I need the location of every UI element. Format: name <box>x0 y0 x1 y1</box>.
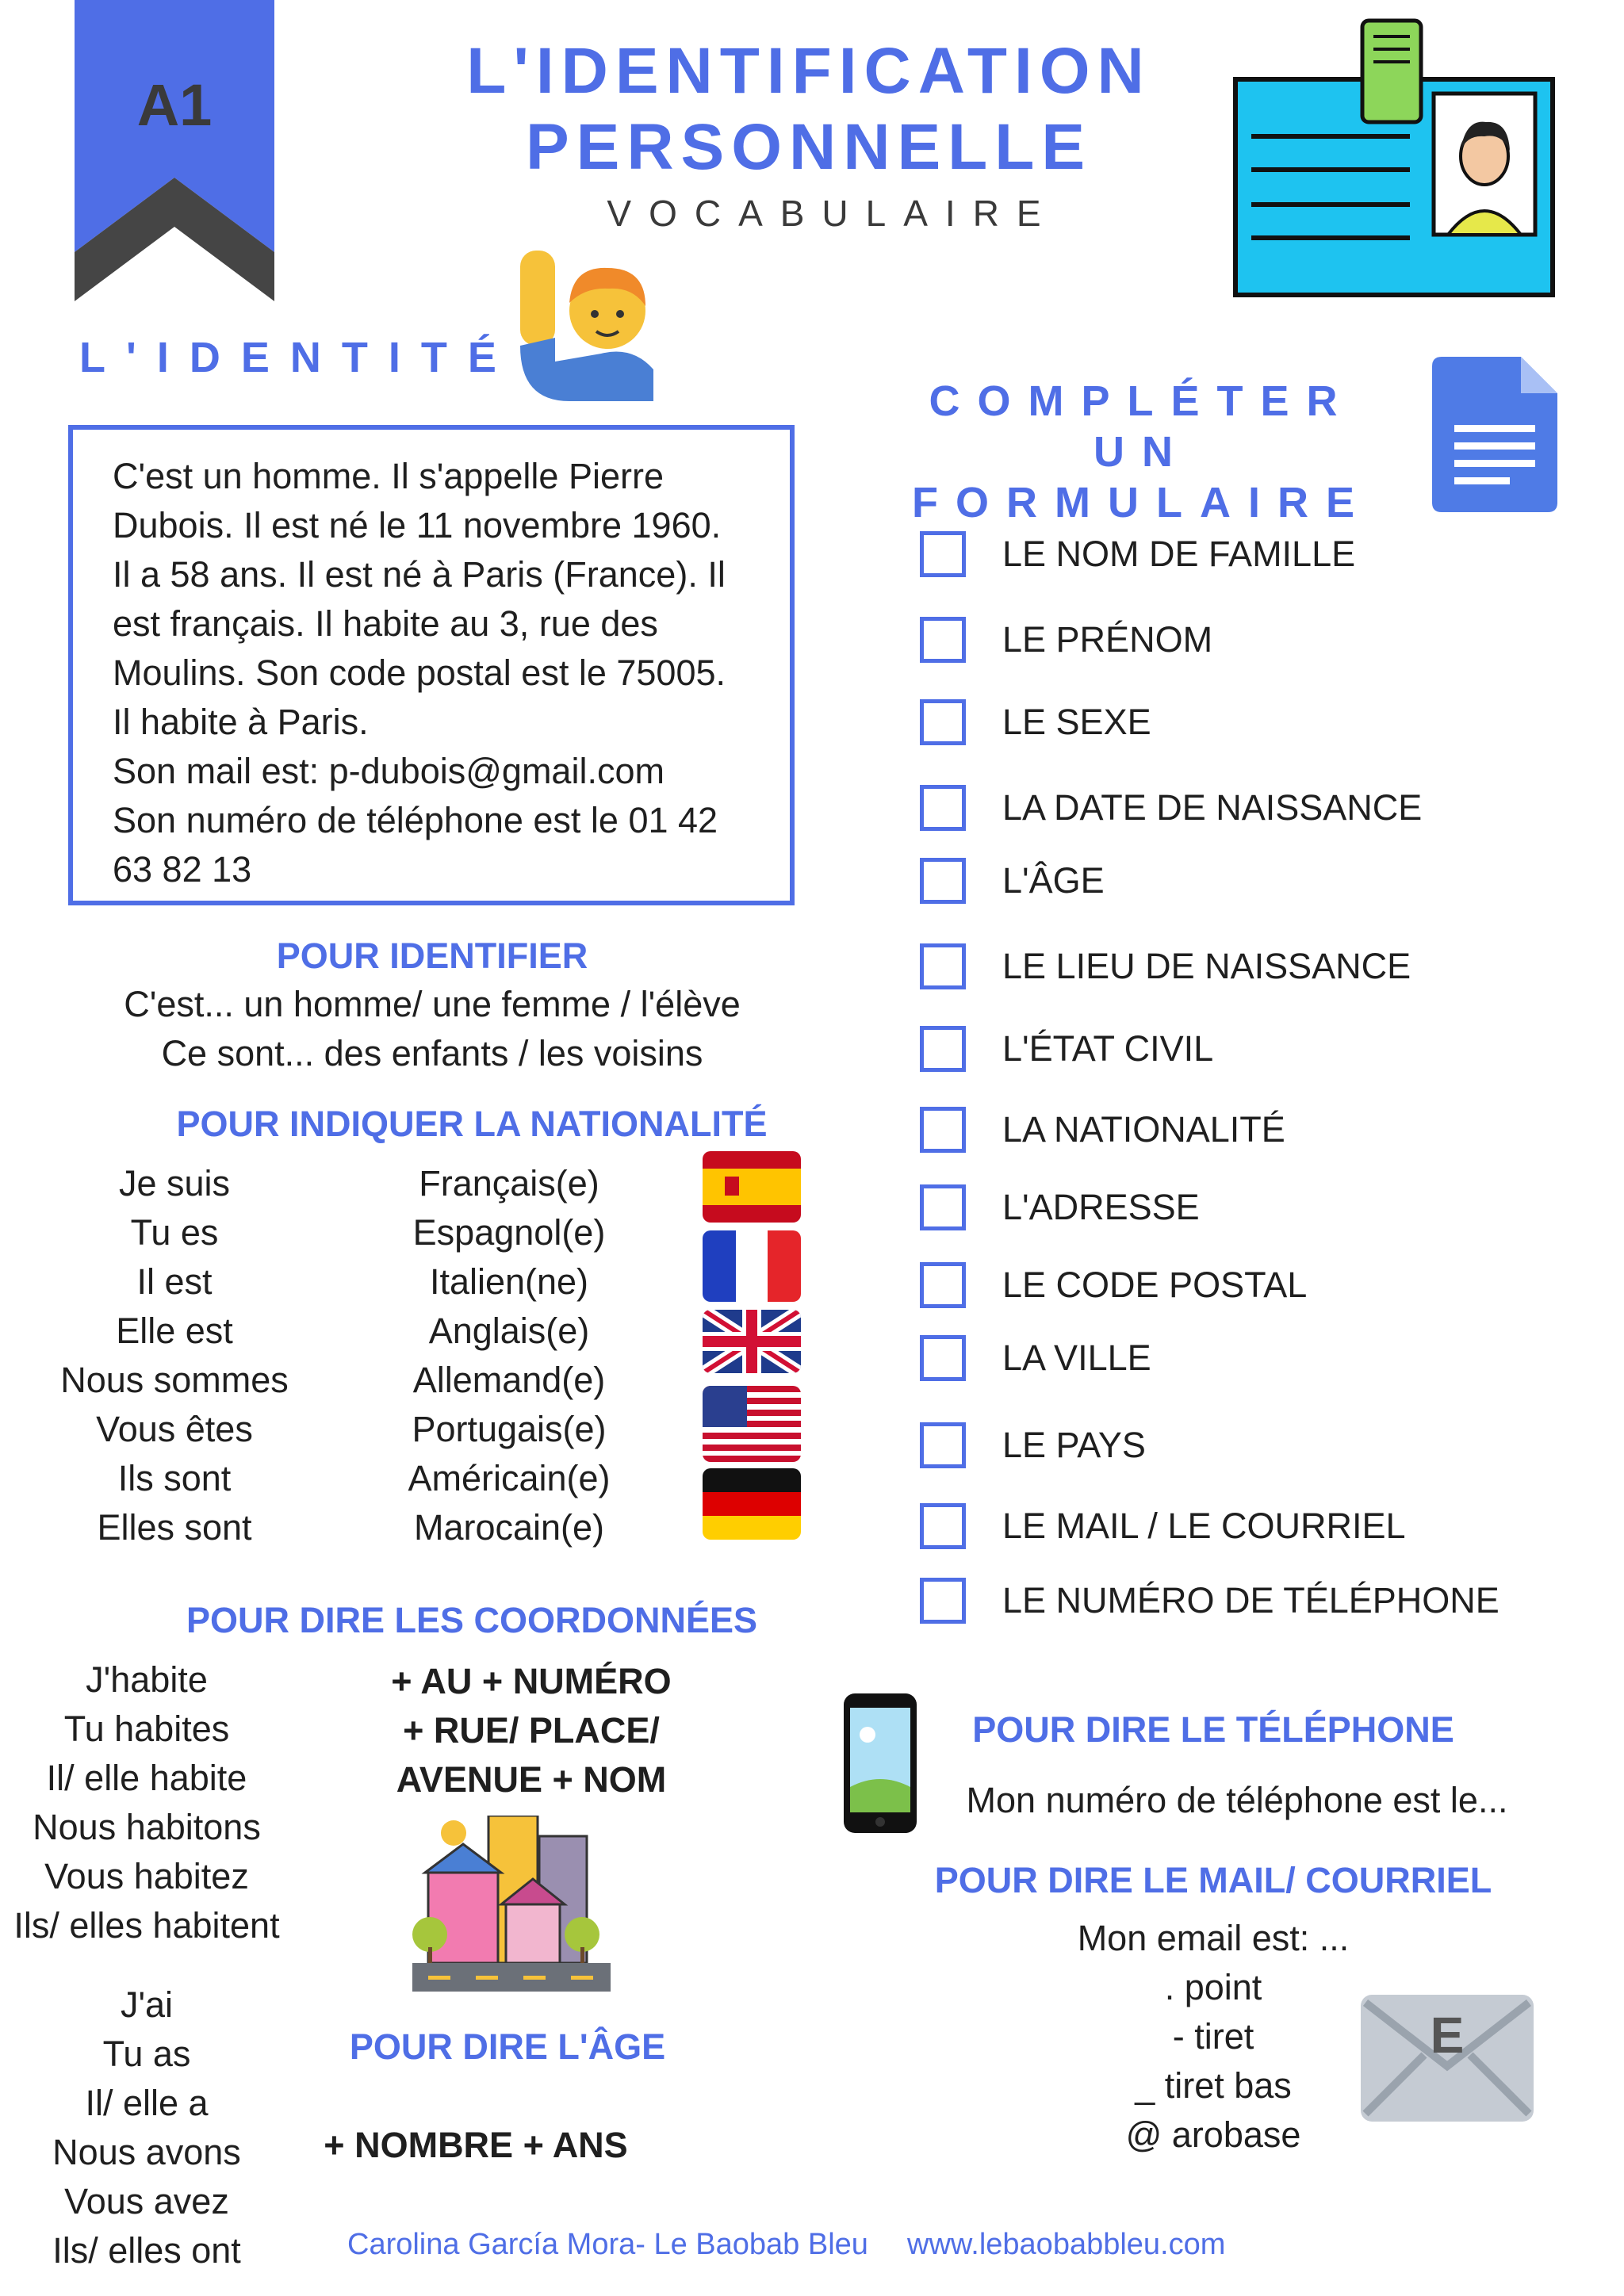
form-item-label: LE SEXE <box>1002 702 1151 742</box>
verb-item: Vous avez <box>64 2181 229 2221</box>
identify-heading: POUR IDENTIFIER <box>276 936 588 976</box>
adjective-item: Portugais(e) <box>412 1409 607 1449</box>
germany-flag-icon <box>703 1468 801 1540</box>
adjective-item: Allemand(e) <box>412 1360 606 1400</box>
page-title <box>412 33 1205 186</box>
level-ribbon <box>75 0 274 301</box>
verb-item: Vous habitez <box>44 1856 249 1896</box>
form-item-label: LA DATE DE NAISSANCE <box>1002 787 1423 828</box>
form-item-label: LE NOM DE FAMILLE <box>1002 534 1356 574</box>
phone-line: Mon numéro de téléphone est le... <box>966 1780 1508 1820</box>
identity-line-8: Son numéro de téléphone est le 01 42 <box>113 800 718 840</box>
spain-flag-icon <box>703 1151 801 1223</box>
verb-item: Nous habitons <box>33 1807 261 1847</box>
email-line: _ tiret bas <box>1135 2065 1292 2106</box>
identity-line-5: Moulins. Son code postal est le 75005. <box>113 652 726 693</box>
subject-item: Tu es <box>130 1212 219 1253</box>
email-heading: POUR DIRE LE MAIL/ COURRIEL <box>934 1860 1492 1900</box>
document-icon <box>1432 357 1557 512</box>
verb-item: Tu as <box>102 2034 191 2074</box>
checkbox[interactable] <box>920 617 966 663</box>
age-heading: POUR DIRE L'ÂGE <box>349 2026 666 2067</box>
identity-line-6: Il habite à Paris. <box>113 702 369 742</box>
identify-line-2: Ce sont... des enfants / les voisins <box>161 1033 703 1073</box>
identity-line-1: C'est un homme. Il s'appelle Pierre <box>113 456 664 496</box>
verb-item: Ils/ elles ont <box>52 2230 241 2271</box>
email-line: - tiret <box>1172 2016 1254 2057</box>
verb-item: Il/ elle habite <box>46 1758 247 1798</box>
email-line: @ arobase <box>1125 2114 1301 2155</box>
identity-line-2: Dubois. Il est né le 11 novembre 1960. <box>113 505 722 545</box>
id-card-icon <box>1228 17 1561 303</box>
city-buildings-icon <box>412 1816 611 1992</box>
form-item-label: LA VILLE <box>1002 1337 1151 1378</box>
adjective-item: Américain(e) <box>408 1458 611 1498</box>
form-heading-line1: COMPLÉTER UN <box>929 377 1355 476</box>
adjective-item: Français(e) <box>419 1163 599 1203</box>
form-item-label: LE NUMÉRO DE TÉLÉPHONE <box>1002 1580 1500 1621</box>
uk-flag-icon <box>703 1310 801 1373</box>
checkbox[interactable] <box>920 699 966 745</box>
coordinates-verbs <box>0 1655 293 1950</box>
phone-heading: POUR DIRE LE TÉLÉPHONE <box>972 1709 1454 1750</box>
subject-item: Ils sont <box>117 1458 232 1498</box>
checkbox[interactable] <box>920 1107 966 1153</box>
adjective-item: Marocain(e) <box>413 1507 605 1548</box>
identity-line-4: est français. Il habite au 3, rue des <box>113 603 658 644</box>
nationality-subjects <box>32 1159 317 1552</box>
verb-item: J'ai <box>120 1984 174 2025</box>
form-item-label: L'ÂGE <box>1002 860 1105 901</box>
identity-line-3: Il a 58 ans. Il est né à Paris (France). Il <box>113 554 726 595</box>
verb-item: Tu habites <box>63 1709 230 1749</box>
page-title-line2: PERSONNELLE <box>525 111 1093 183</box>
checkbox[interactable] <box>920 1026 966 1072</box>
form-item-label: LE PRÉNOM <box>1002 619 1213 660</box>
checkbox[interactable] <box>920 1422 966 1468</box>
level-badge: A1 <box>136 72 213 138</box>
verb-item: Nous avons <box>52 2132 241 2172</box>
verb-item: Il/ elle a <box>85 2083 209 2123</box>
verb-item: Ils/ elles habitent <box>13 1905 280 1946</box>
form-item-label: LE CODE POSTAL <box>1002 1265 1308 1305</box>
checkbox[interactable] <box>920 1262 966 1308</box>
nationality-adjectives <box>366 1159 652 1552</box>
form-item-label: L'ADRESSE <box>1002 1187 1200 1227</box>
france-flag-icon <box>703 1230 801 1302</box>
checkbox[interactable] <box>920 785 966 831</box>
subject-item: Nous sommes <box>60 1360 289 1400</box>
form-item-label: LE MAIL / LE COURRIEL <box>1002 1506 1406 1546</box>
envelope-letter: E <box>1430 2007 1465 2064</box>
checkbox[interactable] <box>920 531 966 577</box>
age-rule: + NOMBRE + ANS <box>324 2125 628 2165</box>
subject-item: Il est <box>136 1261 213 1302</box>
subject-item: Je suis <box>118 1163 231 1203</box>
checkbox[interactable] <box>920 1578 966 1624</box>
page-subtitle: VOCABULAIRE <box>607 193 1059 234</box>
identity-line-7: Son mail est: p-dubois@gmail.com <box>113 751 665 791</box>
subject-item: Elle est <box>116 1311 233 1351</box>
form-item-label: LA NATIONALITÉ <box>1002 1109 1285 1150</box>
raising-hand-icon <box>514 243 653 408</box>
adjective-item: Italien(ne) <box>429 1261 589 1302</box>
checkbox[interactable] <box>920 1335 966 1381</box>
rule-line: + RUE/ PLACE/ <box>403 1710 660 1751</box>
checkbox[interactable] <box>920 1184 966 1230</box>
verb-item: J'habite <box>86 1659 208 1700</box>
form-item-label: L'ÉTAT CIVIL <box>1002 1028 1214 1069</box>
coordinates-rule <box>341 1657 722 1804</box>
nationality-heading: POUR INDIQUER LA NATIONALITÉ <box>176 1104 768 1144</box>
smartphone-icon <box>844 1693 917 1833</box>
form-item-label: LE LIEU DE NAISSANCE <box>1002 946 1411 986</box>
subject-item: Elles sont <box>97 1507 252 1548</box>
rule-line: + AU + NUMÉRO <box>391 1661 672 1701</box>
footer <box>347 2228 1225 2262</box>
identity-heading: L'IDENTITÉ <box>79 334 517 381</box>
form-heading <box>888 376 1396 528</box>
checkbox[interactable] <box>920 1503 966 1549</box>
email-line: . point <box>1164 1967 1262 2007</box>
coordinates-heading: POUR DIRE LES COORDONNÉES <box>186 1600 758 1640</box>
identity-paragraph-box <box>68 425 795 905</box>
adjective-item: Anglais(e) <box>428 1311 590 1351</box>
adjective-item: Espagnol(e) <box>412 1212 606 1253</box>
page-title-line1: L'IDENTIFICATION <box>466 35 1151 107</box>
checkbox[interactable] <box>920 858 966 904</box>
form-heading-line2: FORMULAIRE <box>912 479 1372 526</box>
age-verbs <box>0 1980 293 2275</box>
footer-author: Carolina García Mora- Le Baobab Bleu <box>347 2228 868 2261</box>
usa-flag-icon <box>703 1386 801 1462</box>
footer-website[interactable]: www.lebaobabbleu.com <box>907 2228 1226 2261</box>
email-line: Mon email est: ... <box>1077 1918 1350 1958</box>
form-item-label: LE PAYS <box>1002 1425 1146 1465</box>
identity-line-9: 63 82 13 <box>113 849 252 890</box>
identify-line-1: C'est... un homme/ une femme / l'élève <box>124 984 741 1024</box>
rule-line: AVENUE + NOM <box>396 1759 667 1800</box>
subject-item: Vous êtes <box>96 1409 253 1449</box>
envelope-icon <box>1361 1995 1534 2122</box>
checkbox[interactable] <box>920 943 966 989</box>
